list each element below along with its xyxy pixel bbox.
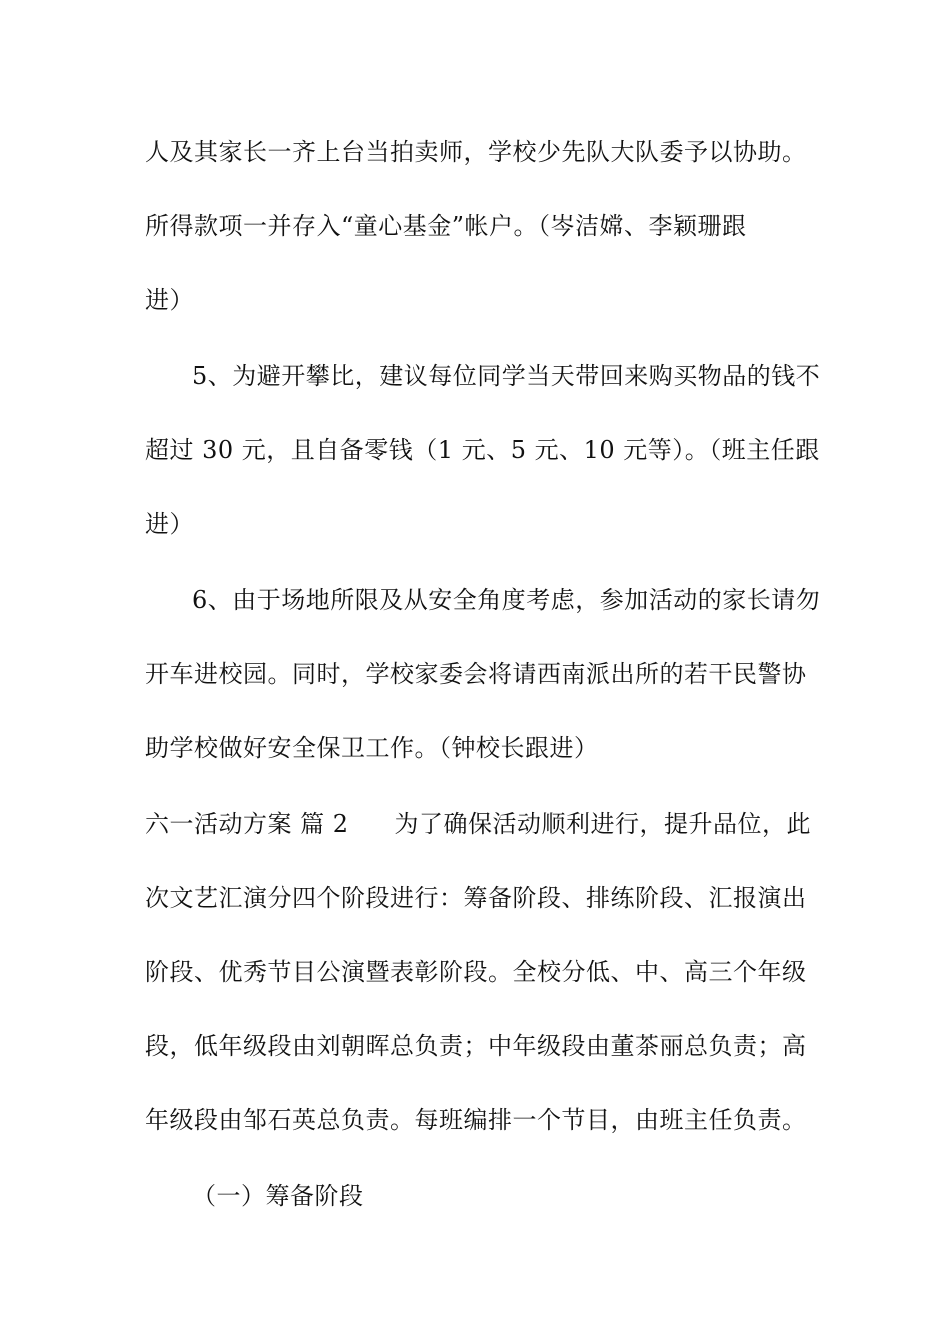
section-heading: 六一活动方案 篇 2 — [145, 810, 349, 838]
item-5-line-2: 超过 30 元，且自备零钱（1 元、5 元、10 元等）。（班主任跟 — [145, 436, 820, 464]
section-first-text: 为了确保活动顺利进行，提升品位，此 — [394, 810, 812, 838]
section-heading-line — [145, 809, 811, 839]
section-line-2: 次文艺汇演分四个阶段进行：筹备阶段、排练阶段、汇报演出 — [145, 884, 807, 912]
section-line-3: 阶段、优秀节目公演暨表彰阶段。全校分低、中、高三个年级 — [145, 958, 807, 986]
section-line-5: 年级段由邹石英总负责。每班编排一个节目，由班主任负责。 — [145, 1106, 807, 1134]
item-6-line-3: 助学校做好安全保卫工作。（钟校长跟进） — [145, 734, 599, 762]
item-5-line-1: 5、为避开攀比，建议每位同学当天带回来购买物品的钱不 — [192, 362, 821, 390]
item-6-line-1: 6、由于场地所限及从安全角度考虑，参加活动的家长请勿 — [192, 586, 821, 614]
paragraph-line-1: 人及其家长一齐上台当拍卖师，学校少先队大队委予以协助。 — [145, 138, 807, 166]
item-6-line-2: 开车进校园。同时，学校家委会将请西南派出所的若干民警协 — [145, 660, 807, 688]
paragraph-line-2: 所得款项一并存入“童心基金”帐户。（岑洁嫦、李颖珊跟 — [145, 212, 747, 240]
section-line-4: 段，低年级段由刘朝晖总负责；中年级段由董茶丽总负责；高 — [145, 1032, 807, 1060]
paragraph-line-3: 进） — [145, 286, 194, 314]
item-5-line-3: 进） — [145, 510, 194, 538]
subheading-preparation: （一）筹备阶段 — [192, 1182, 364, 1210]
